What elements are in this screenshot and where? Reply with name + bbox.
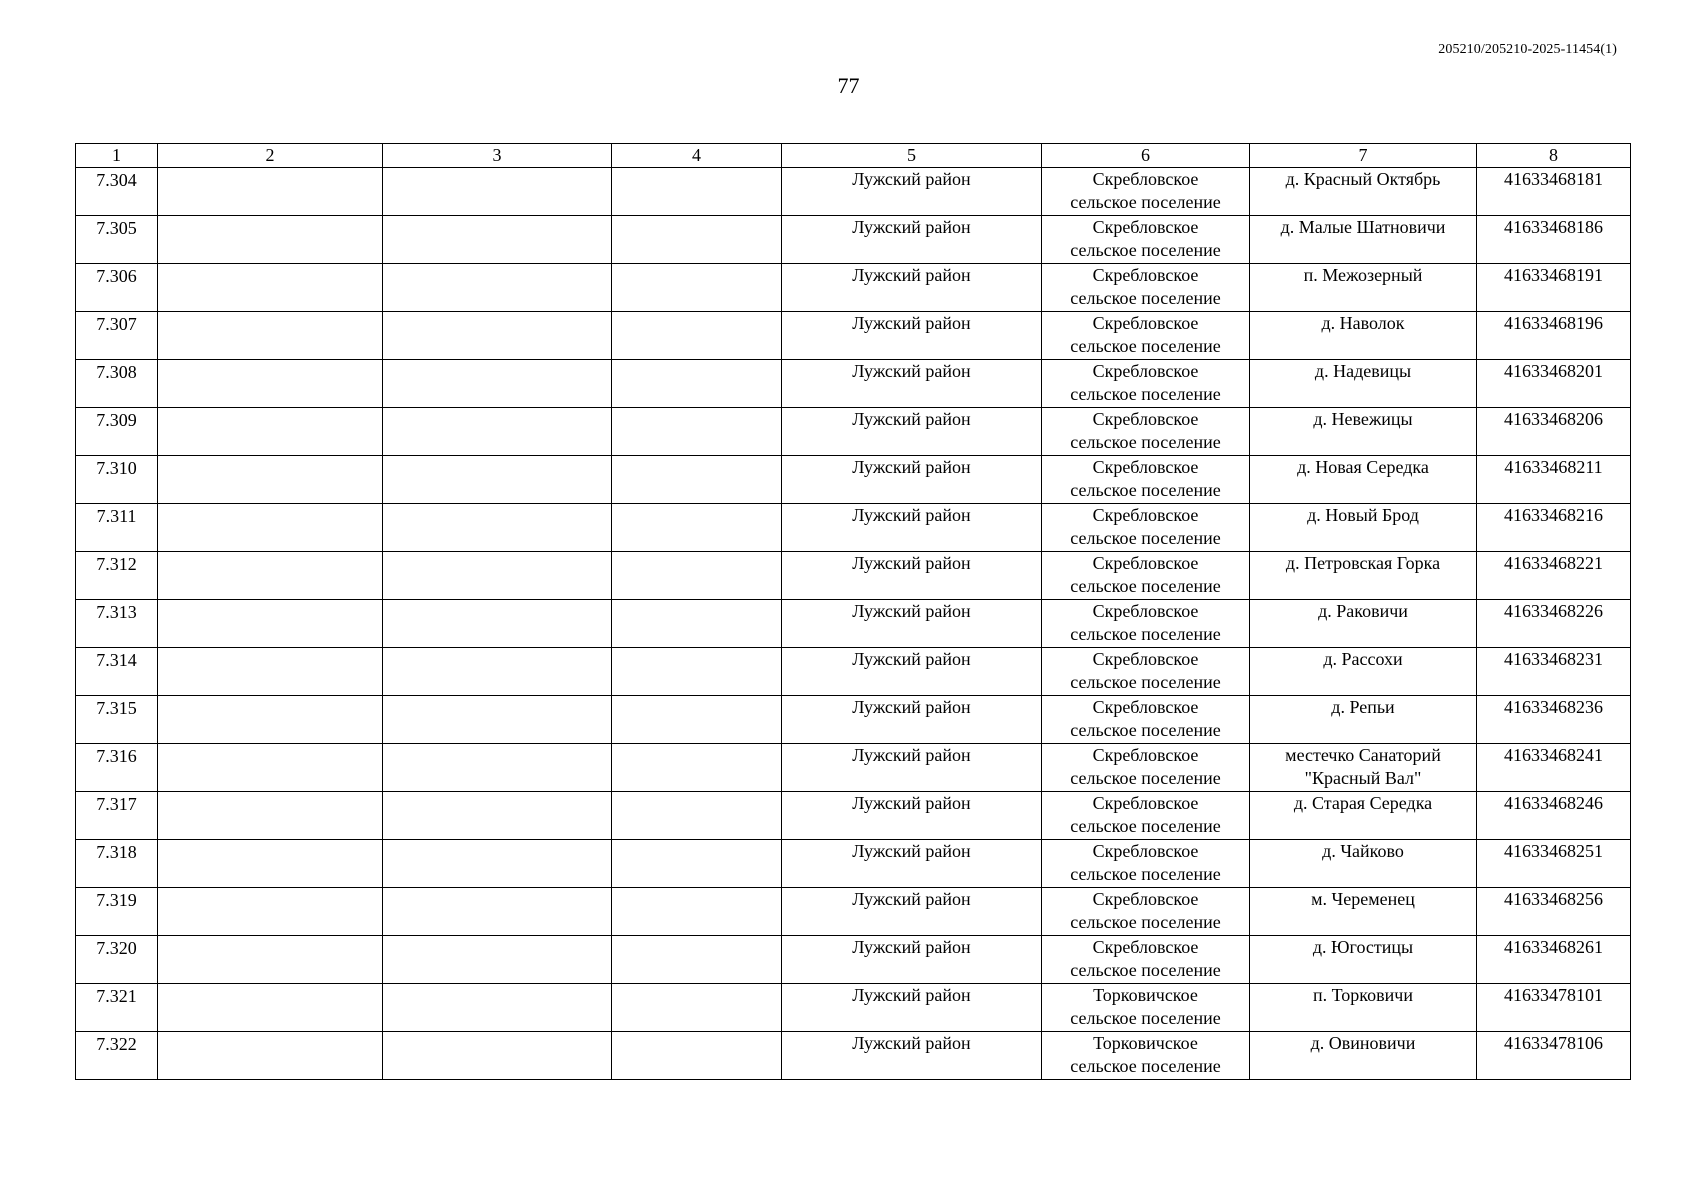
- empty-cell-2: [158, 1032, 383, 1080]
- settlement-cell: [1042, 936, 1250, 984]
- table-header: [76, 144, 1631, 168]
- settlement-line: Торковичское: [1093, 985, 1198, 1005]
- empty-cell-4: [612, 648, 782, 696]
- settlement-line: Скребловское: [1092, 505, 1199, 525]
- table-row: [76, 408, 1631, 456]
- row-number-cell: 7.319: [76, 888, 158, 936]
- locality-line: д. Новая Середка: [1297, 457, 1429, 477]
- locality-line: д. Надевицы: [1314, 361, 1412, 381]
- empty-cell-3: [383, 504, 612, 552]
- empty-cell-3: [383, 1032, 612, 1080]
- table-row: [76, 264, 1631, 312]
- row-number-cell: 7.311: [76, 504, 158, 552]
- empty-cell-3: [383, 840, 612, 888]
- oktmo-code-cell: 41633468251: [1477, 840, 1631, 888]
- row-number-cell: 7.320: [76, 936, 158, 984]
- settlement-line: Скребловское: [1092, 553, 1199, 573]
- settlement-line: сельское поселение: [1070, 432, 1221, 452]
- table-row: [76, 888, 1631, 936]
- settlement-cell: [1042, 456, 1250, 504]
- district-cell: Лужский район: [782, 1032, 1042, 1080]
- locality-cell: [1250, 744, 1477, 792]
- empty-cell-3: [383, 600, 612, 648]
- settlement-line: сельское поселение: [1070, 624, 1221, 644]
- column-header-2: 2: [158, 144, 383, 168]
- settlement-cell: [1042, 216, 1250, 264]
- settlement-line: сельское поселение: [1070, 528, 1221, 548]
- table-row: [76, 792, 1631, 840]
- locality-cell: [1250, 600, 1477, 648]
- settlement-line: Скребловское: [1092, 697, 1199, 717]
- settlement-cell: [1042, 792, 1250, 840]
- oktmo-code-cell: 41633468181: [1477, 168, 1631, 216]
- registry-table: [75, 143, 1631, 1080]
- settlement-line: Скребловское: [1092, 841, 1199, 861]
- locality-cell: [1250, 408, 1477, 456]
- locality-cell: [1250, 552, 1477, 600]
- empty-cell-3: [383, 264, 612, 312]
- locality-line: д. Чайково: [1322, 841, 1404, 861]
- row-number-cell: 7.321: [76, 984, 158, 1032]
- oktmo-code-cell: 41633468201: [1477, 360, 1631, 408]
- empty-cell-4: [612, 168, 782, 216]
- empty-cell-3: [383, 312, 612, 360]
- oktmo-code-cell: 41633478106: [1477, 1032, 1631, 1080]
- empty-cell-3: [383, 408, 612, 456]
- locality-cell: [1250, 216, 1477, 264]
- settlement-line: Скребловское: [1092, 265, 1199, 285]
- district-cell: Лужский район: [782, 360, 1042, 408]
- empty-cell-4: [612, 312, 782, 360]
- settlement-cell: [1042, 888, 1250, 936]
- empty-cell-3: [383, 648, 612, 696]
- empty-cell-4: [612, 792, 782, 840]
- settlement-line: Скребловское: [1092, 409, 1199, 429]
- column-header-7: 7: [1250, 144, 1477, 168]
- settlement-line: Скребловское: [1092, 361, 1199, 381]
- locality-cell: [1250, 1032, 1477, 1080]
- oktmo-code-cell: 41633468256: [1477, 888, 1631, 936]
- empty-cell-4: [612, 984, 782, 1032]
- empty-cell-2: [158, 168, 383, 216]
- row-number-cell: 7.304: [76, 168, 158, 216]
- oktmo-code-cell: 41633468186: [1477, 216, 1631, 264]
- row-number-cell: 7.305: [76, 216, 158, 264]
- empty-cell-2: [158, 312, 383, 360]
- locality-line: д. Раковичи: [1318, 601, 1408, 621]
- empty-cell-4: [612, 696, 782, 744]
- row-number-cell: 7.308: [76, 360, 158, 408]
- locality-line: д. Малые Шатновичи: [1280, 217, 1446, 237]
- table-row: [76, 648, 1631, 696]
- table-row: [76, 168, 1631, 216]
- empty-cell-2: [158, 408, 383, 456]
- empty-cell-3: [383, 216, 612, 264]
- locality-line: д. Репьи: [1331, 697, 1395, 717]
- row-number-cell: 7.318: [76, 840, 158, 888]
- empty-cell-2: [158, 504, 383, 552]
- district-cell: Лужский район: [782, 168, 1042, 216]
- settlement-line: сельское поселение: [1070, 768, 1221, 788]
- empty-cell-2: [158, 984, 383, 1032]
- table-row: [76, 744, 1631, 792]
- empty-cell-4: [612, 408, 782, 456]
- settlement-line: сельское поселение: [1070, 384, 1221, 404]
- settlement-line: Скребловское: [1092, 889, 1199, 909]
- locality-line: п. Межозерный: [1303, 265, 1423, 285]
- empty-cell-4: [612, 1032, 782, 1080]
- settlement-line: сельское поселение: [1070, 576, 1221, 596]
- settlement-line: сельское поселение: [1070, 960, 1221, 980]
- locality-line: д. Невежицы: [1313, 409, 1413, 429]
- row-number-cell: 7.315: [76, 696, 158, 744]
- empty-cell-4: [612, 600, 782, 648]
- settlement-line: Скребловское: [1092, 217, 1199, 237]
- locality-cell: [1250, 168, 1477, 216]
- settlement-cell: [1042, 360, 1250, 408]
- settlement-line: Скребловское: [1092, 457, 1199, 477]
- oktmo-code-cell: 41633468231: [1477, 648, 1631, 696]
- empty-cell-2: [158, 744, 383, 792]
- row-number-cell: 7.312: [76, 552, 158, 600]
- table-row: [76, 312, 1631, 360]
- empty-cell-4: [612, 360, 782, 408]
- row-number-cell: 7.317: [76, 792, 158, 840]
- column-header-6: 6: [1042, 144, 1250, 168]
- row-number-cell: 7.313: [76, 600, 158, 648]
- settlement-line: сельское поселение: [1070, 1056, 1221, 1076]
- settlement-cell: [1042, 840, 1250, 888]
- column-header-1: 1: [76, 144, 158, 168]
- settlement-line: сельское поселение: [1070, 240, 1221, 260]
- settlement-line: Скребловское: [1092, 169, 1199, 189]
- district-cell: Лужский район: [782, 984, 1042, 1032]
- locality-line: "Красный Вал": [1304, 768, 1422, 788]
- table-row: [76, 936, 1631, 984]
- empty-cell-2: [158, 264, 383, 312]
- table-row: [76, 1032, 1631, 1080]
- empty-cell-3: [383, 360, 612, 408]
- locality-cell: [1250, 264, 1477, 312]
- locality-cell: [1250, 504, 1477, 552]
- locality-line: м. Череменец: [1311, 889, 1415, 909]
- empty-cell-3: [383, 696, 612, 744]
- header-row: [76, 144, 1631, 168]
- empty-cell-3: [383, 888, 612, 936]
- empty-cell-4: [612, 888, 782, 936]
- locality-cell: [1250, 840, 1477, 888]
- locality-cell: [1250, 888, 1477, 936]
- district-cell: Лужский район: [782, 792, 1042, 840]
- empty-cell-2: [158, 600, 383, 648]
- empty-cell-2: [158, 360, 383, 408]
- oktmo-code-cell: 41633468261: [1477, 936, 1631, 984]
- table-body: [76, 168, 1631, 1080]
- settlement-line: Скребловское: [1092, 793, 1199, 813]
- locality-cell: [1250, 360, 1477, 408]
- oktmo-code-cell: 41633468241: [1477, 744, 1631, 792]
- oktmo-code-cell: 41633478101: [1477, 984, 1631, 1032]
- locality-cell: [1250, 456, 1477, 504]
- table-row: [76, 840, 1631, 888]
- table-row: [76, 696, 1631, 744]
- empty-cell-2: [158, 648, 383, 696]
- district-cell: Лужский район: [782, 408, 1042, 456]
- empty-cell-2: [158, 840, 383, 888]
- oktmo-code-cell: 41633468216: [1477, 504, 1631, 552]
- empty-cell-2: [158, 888, 383, 936]
- settlement-line: сельское поселение: [1070, 192, 1221, 212]
- settlement-line: сельское поселение: [1070, 480, 1221, 500]
- locality-line: д. Югостицы: [1312, 937, 1414, 957]
- district-cell: Лужский район: [782, 552, 1042, 600]
- district-cell: Лужский район: [782, 648, 1042, 696]
- row-number-cell: 7.314: [76, 648, 158, 696]
- settlement-cell: [1042, 1032, 1250, 1080]
- empty-cell-3: [383, 792, 612, 840]
- settlement-cell: [1042, 168, 1250, 216]
- locality-cell: [1250, 312, 1477, 360]
- locality-line: д. Петровская Горка: [1285, 553, 1441, 573]
- district-cell: Лужский район: [782, 216, 1042, 264]
- settlement-line: сельское поселение: [1070, 816, 1221, 836]
- empty-cell-4: [612, 936, 782, 984]
- settlement-line: Скребловское: [1092, 937, 1199, 957]
- empty-cell-4: [612, 216, 782, 264]
- settlement-line: сельское поселение: [1070, 864, 1221, 884]
- table-row: [76, 360, 1631, 408]
- column-header-3: 3: [383, 144, 612, 168]
- settlement-cell: [1042, 264, 1250, 312]
- settlement-cell: [1042, 696, 1250, 744]
- locality-cell: [1250, 696, 1477, 744]
- row-number-cell: 7.316: [76, 744, 158, 792]
- settlement-cell: [1042, 312, 1250, 360]
- column-header-5: 5: [782, 144, 1042, 168]
- locality-cell: [1250, 648, 1477, 696]
- empty-cell-2: [158, 792, 383, 840]
- empty-cell-2: [158, 552, 383, 600]
- settlement-line: сельское поселение: [1070, 1008, 1221, 1028]
- empty-cell-2: [158, 456, 383, 504]
- empty-cell-2: [158, 936, 383, 984]
- empty-cell-4: [612, 504, 782, 552]
- settlement-line: Скребловское: [1092, 601, 1199, 621]
- oktmo-code-cell: 41633468236: [1477, 696, 1631, 744]
- table-row: [76, 456, 1631, 504]
- settlement-line: Скребловское: [1092, 313, 1199, 333]
- row-number-cell: 7.307: [76, 312, 158, 360]
- empty-cell-4: [612, 552, 782, 600]
- locality-line: д. Рассохи: [1323, 649, 1403, 669]
- district-cell: Лужский район: [782, 696, 1042, 744]
- empty-cell-3: [383, 936, 612, 984]
- locality-line: п. Торковичи: [1313, 985, 1413, 1005]
- row-number-cell: 7.306: [76, 264, 158, 312]
- oktmo-code-cell: 41633468191: [1477, 264, 1631, 312]
- oktmo-code-cell: 41633468211: [1477, 456, 1631, 504]
- locality-cell: [1250, 792, 1477, 840]
- empty-cell-4: [612, 840, 782, 888]
- empty-cell-4: [612, 264, 782, 312]
- table-row: [76, 552, 1631, 600]
- settlement-cell: [1042, 408, 1250, 456]
- district-cell: Лужский район: [782, 888, 1042, 936]
- column-header-4: 4: [612, 144, 782, 168]
- district-cell: Лужский район: [782, 600, 1042, 648]
- locality-cell: [1250, 984, 1477, 1032]
- locality-line: местечко Санаторий: [1285, 745, 1441, 765]
- empty-cell-3: [383, 168, 612, 216]
- empty-cell-4: [612, 456, 782, 504]
- settlement-line: Торковичское: [1093, 1033, 1198, 1053]
- row-number-cell: 7.310: [76, 456, 158, 504]
- locality-line: д. Овиновичи: [1310, 1033, 1416, 1053]
- oktmo-code-cell: 41633468196: [1477, 312, 1631, 360]
- row-number-cell: 7.322: [76, 1032, 158, 1080]
- settlement-cell: [1042, 600, 1250, 648]
- row-number-cell: 7.309: [76, 408, 158, 456]
- settlement-line: Скребловское: [1092, 745, 1199, 765]
- empty-cell-2: [158, 696, 383, 744]
- empty-cell-3: [383, 984, 612, 1032]
- settlement-line: сельское поселение: [1070, 672, 1221, 692]
- empty-cell-4: [612, 744, 782, 792]
- empty-cell-3: [383, 744, 612, 792]
- table-row: [76, 504, 1631, 552]
- locality-line: д. Новый Брод: [1307, 505, 1419, 525]
- district-cell: Лужский район: [782, 456, 1042, 504]
- table-row: [76, 984, 1631, 1032]
- oktmo-code-cell: 41633468221: [1477, 552, 1631, 600]
- settlement-line: сельское поселение: [1070, 720, 1221, 740]
- table-row: [76, 216, 1631, 264]
- empty-cell-3: [383, 552, 612, 600]
- settlement-cell: [1042, 504, 1250, 552]
- locality-cell: [1250, 936, 1477, 984]
- oktmo-code-cell: 41633468246: [1477, 792, 1631, 840]
- empty-cell-2: [158, 216, 383, 264]
- district-cell: Лужский район: [782, 936, 1042, 984]
- locality-line: д. Старая Середка: [1293, 793, 1433, 813]
- district-cell: Лужский район: [782, 840, 1042, 888]
- district-cell: Лужский район: [782, 504, 1042, 552]
- settlement-cell: [1042, 984, 1250, 1032]
- settlement-cell: [1042, 744, 1250, 792]
- settlement-line: Скребловское: [1092, 649, 1199, 669]
- settlement-cell: [1042, 648, 1250, 696]
- district-cell: Лужский район: [782, 312, 1042, 360]
- column-header-8: 8: [1477, 144, 1631, 168]
- oktmo-code-cell: 41633468226: [1477, 600, 1631, 648]
- document-reference: 205210/205210-2025-11454(1): [1438, 42, 1617, 57]
- locality-line: д. Красный Октябрь: [1285, 169, 1441, 189]
- page-number: 77: [837, 73, 860, 98]
- district-cell: Лужский район: [782, 264, 1042, 312]
- settlement-line: сельское поселение: [1070, 336, 1221, 356]
- empty-cell-3: [383, 456, 612, 504]
- table-row: [76, 600, 1631, 648]
- settlement-line: сельское поселение: [1070, 288, 1221, 308]
- oktmo-code-cell: 41633468206: [1477, 408, 1631, 456]
- district-cell: Лужский район: [782, 744, 1042, 792]
- settlement-cell: [1042, 552, 1250, 600]
- settlement-line: сельское поселение: [1070, 912, 1221, 932]
- locality-line: д. Наволок: [1321, 313, 1405, 333]
